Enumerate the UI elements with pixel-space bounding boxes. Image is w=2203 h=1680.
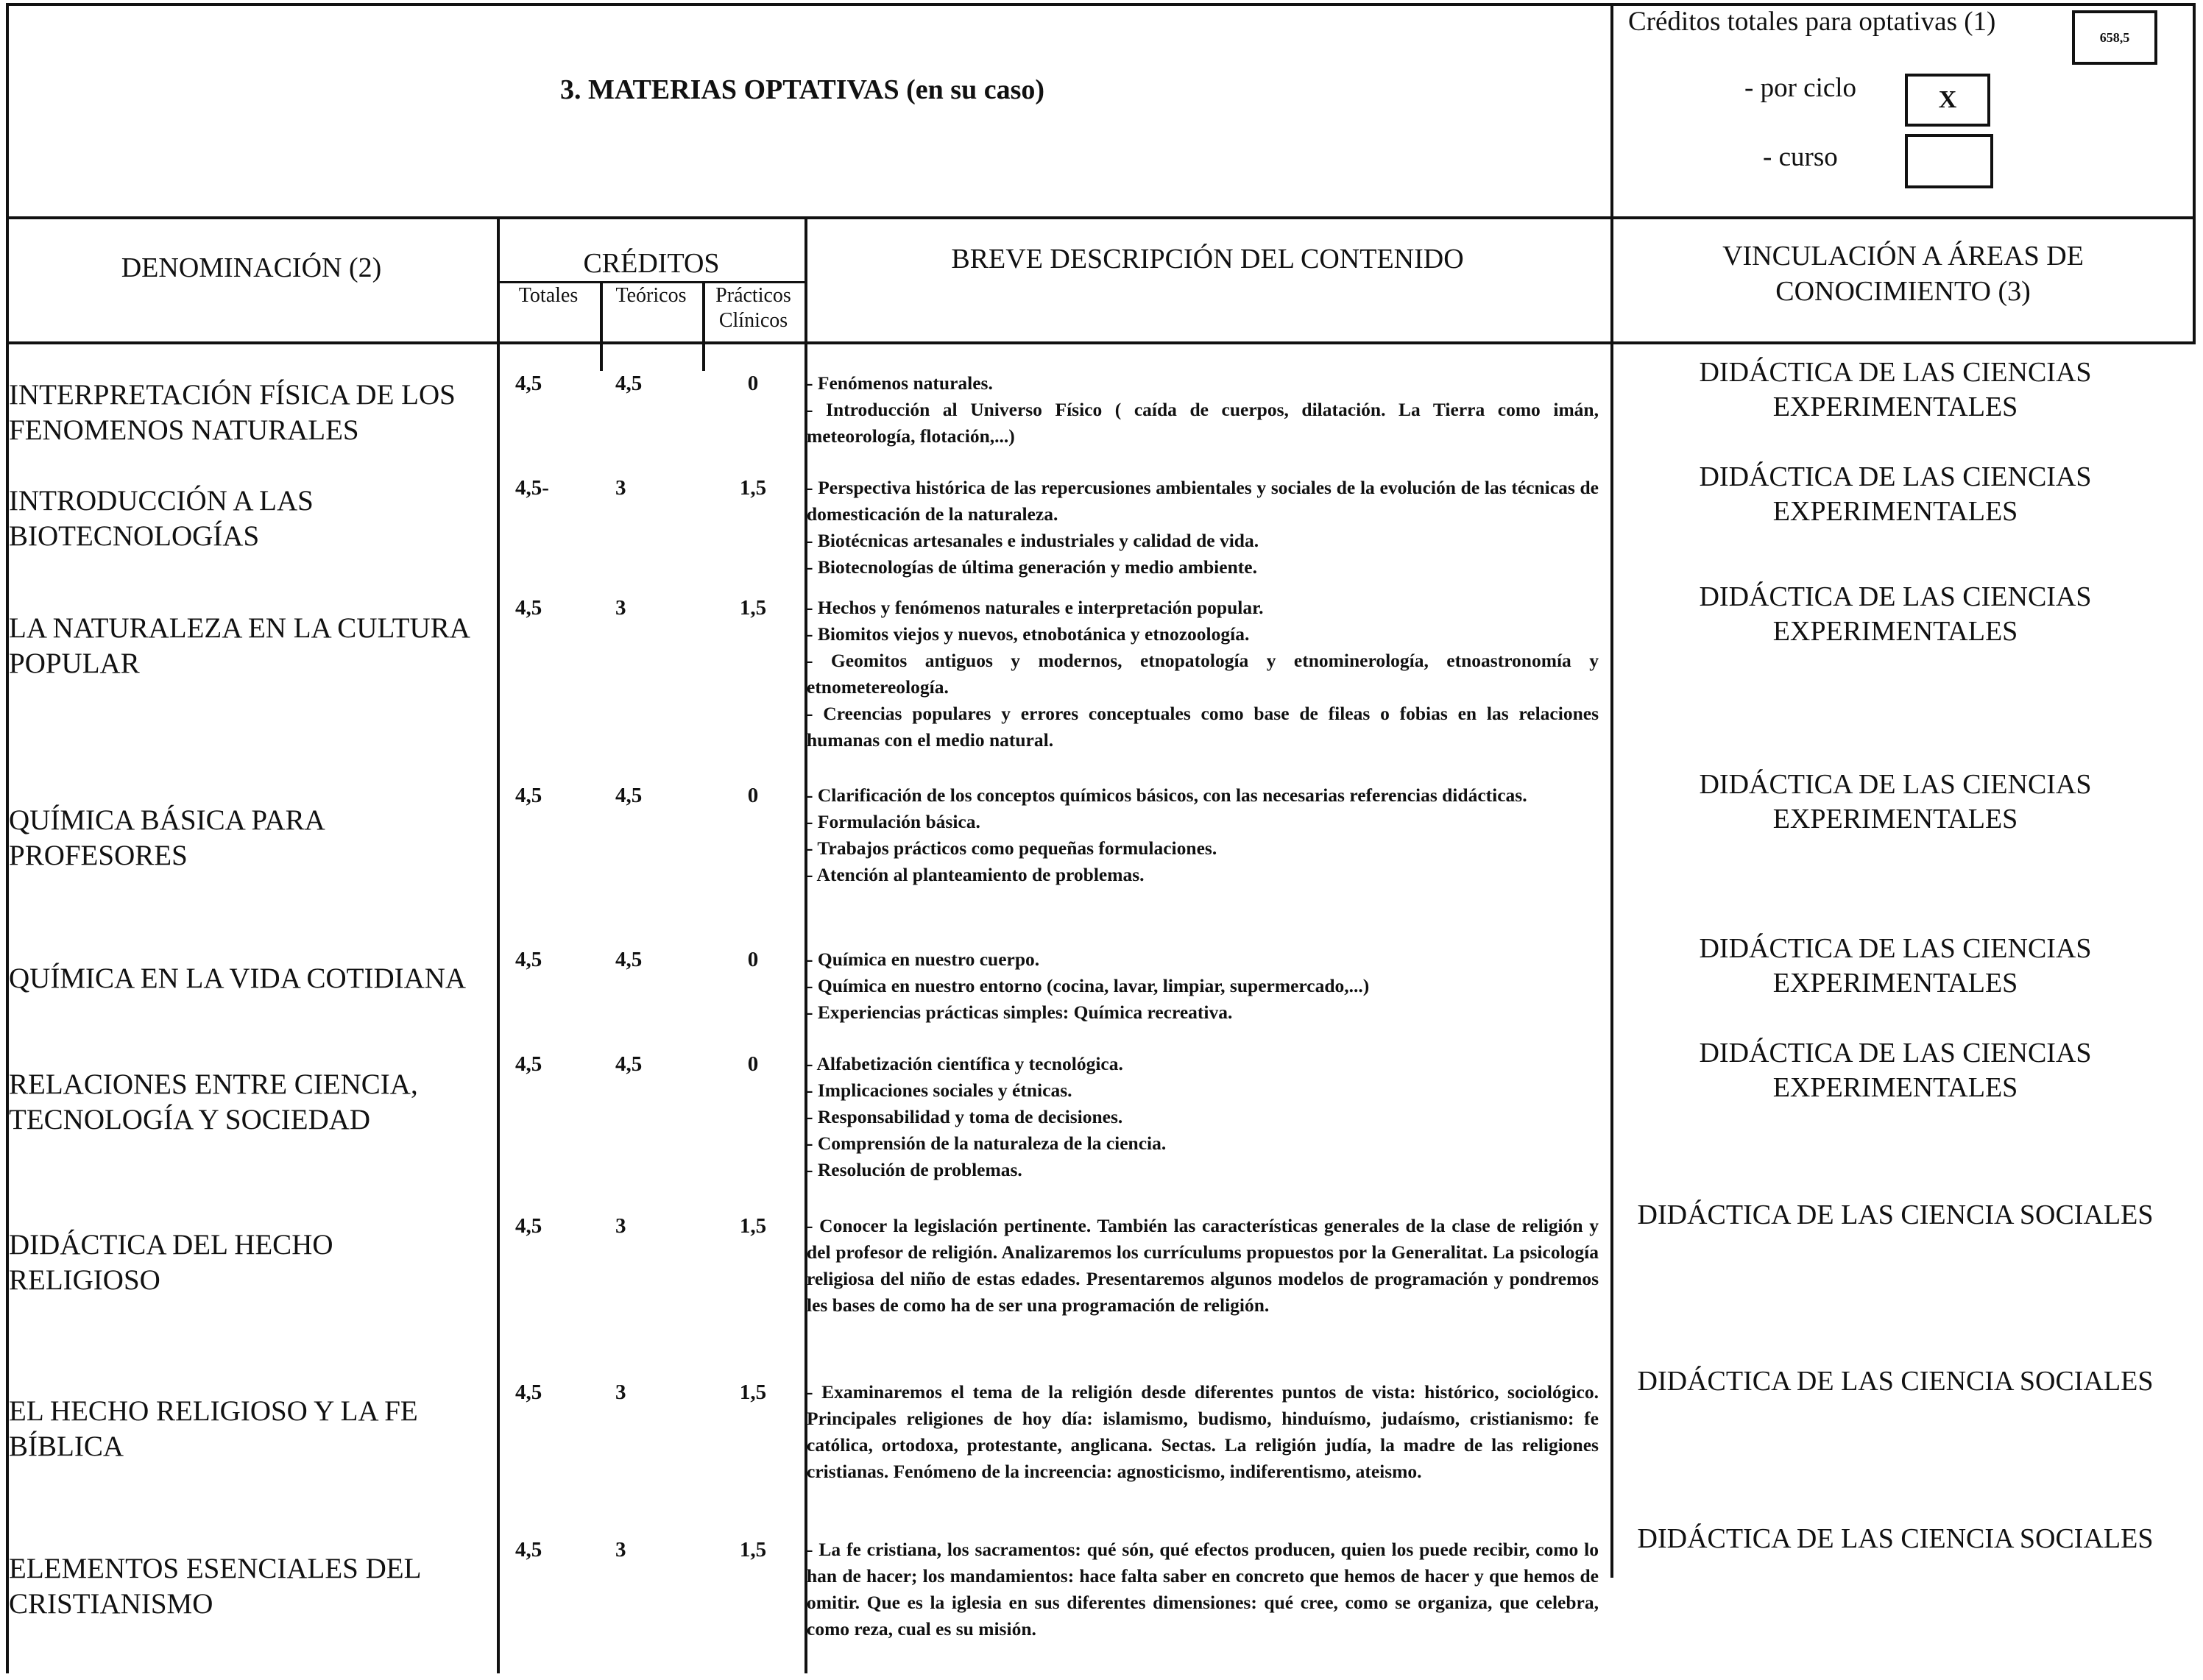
course-name-line: TECNOLOGÍA Y SOCIEDAD	[9, 1104, 371, 1135]
por-ciclo-value: X	[1938, 86, 1957, 113]
knowledge-area-line: EXPERIMENTALES	[1772, 1072, 2018, 1103]
curso-box	[1905, 134, 1993, 188]
credits-practicos: 1,5	[739, 1214, 767, 1238]
description-line: - Responsabilidad y toma de decisiones.	[807, 1106, 1123, 1127]
description-line: - Geomitos antiguos y modernos, etnopatología y etnominerología, etnoastronomía y etnometereología.	[807, 650, 1599, 698]
credits-totales: 4,5-	[515, 476, 549, 500]
col-creditos-header: CRÉDITOS	[583, 248, 720, 279]
course-name-line: POPULAR	[9, 648, 140, 679]
course-description	[807, 1051, 1599, 1183]
description-line: - Clarificación de los conceptos químicos básicos, con las necesarias referencias didácticas.	[807, 784, 1527, 806]
course-name	[9, 378, 487, 448]
course-name-line: BIOTECNOLOGÍAS	[9, 520, 260, 552]
credits-teoricos: 3	[615, 1380, 626, 1404]
credits-totales: 4,5	[515, 1538, 542, 1562]
credits-practicos: 0	[747, 1052, 759, 1076]
credits-totales: 4,5	[515, 596, 542, 620]
description-line: - Perspectiva histórica de las repercusiones ambientales y sociales de la evolución de las técnicas de domesticación de la naturaleza.	[807, 477, 1599, 525]
knowledge-area-line: EXPERIMENTALES	[1772, 391, 2018, 422]
section-title: 3. MATERIAS OPTATIVAS (en su caso)	[559, 74, 1045, 105]
knowledge-area	[1608, 1364, 2182, 1399]
col-vinculacion-header	[1610, 238, 2196, 309]
course-name	[9, 1394, 487, 1464]
knowledge-area	[1608, 932, 2182, 1001]
credits-totales: 4,5	[515, 948, 542, 971]
course-name-line: PROFESORES	[9, 840, 188, 871]
course-name-line: INTERPRETACIÓN FÍSICA DE LOS	[9, 379, 456, 411]
course-name-line: EL HECHO RELIGIOSO Y LA FE	[9, 1395, 418, 1427]
description-line: - Química en nuestro entorno (cocina, lavar, limpiar, supermercado,...)	[807, 975, 1370, 996]
knowledge-area	[1608, 1522, 2182, 1556]
knowledge-area	[1608, 580, 2182, 649]
description-line: - Resolución de problemas.	[807, 1159, 1022, 1180]
description-line: - Comprensión de la naturaleza de la ciencia.	[807, 1133, 1167, 1154]
credits-practicos: 1,5	[739, 476, 767, 500]
credits-practicos: 1,5	[739, 1380, 767, 1404]
knowledge-area	[1608, 460, 2182, 529]
description-line: - Introducción al Universo Físico ( caída de cuerpos, dilatación. La Tierra como imán, meteorología, flotación,...)	[807, 399, 1599, 447]
description-line: - Examinaremos el tema de la religión desde diferentes puntos de vista: histórico, sociológico. Principales religiones de hoy día: islamismo, budismo, hinduísmo, judaísmo, cristianismo: fe católica, ortodoxa, protestante, anglicana. Sectas. La religión judía, la madre de las religiones cristianas. Fenómeno de la increencia: agnosticismo, indiferentismo, ateismo.	[807, 1381, 1599, 1482]
course-description	[807, 946, 1599, 1026]
knowledge-area	[1608, 768, 2182, 837]
description-line: - La fe cristiana, los sacramentos: qué són, qué efectos producen, quien los puede recibir, como lo han de hacer; los mandamientos: hace falta saber en concreto que hemos de hacer y que hemos de omitir. Que es la iglesia en sus diferentes dimensiones: qué cree, como se organiza, que celebra, como reza, cual es su misión.	[807, 1539, 1599, 1640]
description-line: - Experiencias prácticas simples: Química recreativa.	[807, 1002, 1233, 1023]
credits-total-label: Créditos totales para optativas (1)	[1628, 7, 1996, 37]
course-name-line: QUÍMICA EN LA VIDA COTIDIANA	[9, 963, 467, 994]
course-description	[807, 370, 1599, 450]
credits-practicos: 1,5	[739, 596, 767, 620]
course-name-line: BÍBLICA	[9, 1431, 124, 1462]
credits-total-value: 658,5	[2099, 29, 2130, 45]
col-clinicos-label: Clínicos	[718, 309, 788, 332]
credits-teoricos: 4,5	[615, 372, 643, 395]
course-description	[807, 595, 1599, 754]
course-name-line: DIDÁCTICA DEL HECHO	[9, 1229, 333, 1261]
course-name	[9, 1067, 487, 1138]
knowledge-area-line: DIDÁCTICA DE LAS CIENCIA SOCIALES	[1637, 1199, 2154, 1230]
credits-totales: 4,5	[515, 1052, 542, 1076]
knowledge-area-line: DIDÁCTICA DE LAS CIENCIAS	[1699, 461, 2092, 492]
description-line: - Química en nuestro cuerpo.	[807, 949, 1040, 970]
col-practicos-label: Prácticos	[715, 284, 791, 307]
credits-practicos: 0	[747, 784, 759, 807]
credits-totales: 4,5	[515, 1214, 542, 1238]
description-line: - Fenómenos naturales.	[807, 372, 993, 394]
course-description	[807, 782, 1599, 888]
knowledge-area-line: DIDÁCTICA DE LAS CIENCIAS	[1699, 357, 2092, 388]
credits-totales: 4,5	[515, 784, 542, 807]
credits-teoricos: 4,5	[615, 948, 643, 971]
description-line: - Alfabetización científica y tecnológica.	[807, 1053, 1123, 1074]
credits-teoricos: 4,5	[615, 784, 643, 807]
col-practicos-header	[702, 283, 805, 333]
course-description	[807, 1213, 1599, 1319]
description-line: - Biomitos viejos y nuevos, etnobotánica y etnozoología.	[807, 623, 1250, 645]
course-name-line: RELACIONES ENTRE CIENCIA,	[9, 1068, 418, 1100]
course-name-line: RELIGIOSO	[9, 1264, 160, 1296]
knowledge-area-line: EXPERIMENTALES	[1772, 496, 2018, 527]
por-ciclo-label: - por ciclo	[1744, 73, 1857, 103]
header-bottom-border	[6, 216, 2196, 219]
knowledge-area-line: EXPERIMENTALES	[1772, 804, 2018, 834]
col-sep-denominacion	[497, 216, 500, 1673]
course-name-line: QUÍMICA BÁSICA PARA	[9, 804, 325, 836]
credits-totales: 4,5	[515, 1380, 542, 1404]
credits-practicos: 1,5	[739, 1538, 767, 1562]
course-name	[9, 961, 487, 996]
credits-teoricos: 4,5	[615, 1052, 643, 1076]
course-name	[9, 803, 487, 873]
credits-totales: 4,5	[515, 372, 542, 395]
description-line: - Biotecnologías de última generación y medio ambiente.	[807, 556, 1257, 578]
course-name	[9, 611, 487, 681]
course-description	[807, 475, 1599, 581]
description-line: - Hechos y fenómenos naturales e interpretación popular.	[807, 597, 1264, 618]
credits-teoricos: 3	[615, 476, 626, 500]
description-line: - Biotécnicas artesanales e industriales y calidad de vida.	[807, 530, 1259, 551]
knowledge-area-line: DIDÁCTICA DE LAS CIENCIA SOCIALES	[1637, 1366, 2154, 1397]
knowledge-area-line: DIDÁCTICA DE LAS CIENCIAS	[1699, 769, 2092, 800]
credits-teoricos: 3	[615, 596, 626, 620]
course-name-line: ELEMENTOS ESENCIALES DEL	[9, 1553, 422, 1584]
col-vinculacion-line-1: VINCULACIÓN A ÁREAS DE	[1722, 241, 2084, 272]
por-ciclo-box	[1905, 74, 1990, 127]
knowledge-area	[1608, 1198, 2182, 1233]
course-name-line: CRISTIANISMO	[9, 1588, 213, 1620]
credits-teoricos: 3	[615, 1214, 626, 1238]
credits-practicos: 0	[747, 372, 759, 395]
col-teoricos-header: Teóricos	[615, 284, 687, 307]
course-name-line: FENOMENOS NATURALES	[9, 414, 359, 446]
knowledge-area	[1608, 355, 2182, 425]
credits-teoricos: 3	[615, 1538, 626, 1562]
column-header-bottom-border	[6, 341, 2196, 344]
credits-total-box	[2072, 10, 2157, 65]
course-description	[807, 1379, 1599, 1485]
knowledge-area	[1608, 1036, 2182, 1105]
course-name-line: LA NATURALEZA EN LA CULTURA	[9, 612, 470, 644]
description-line: - Formulación básica.	[807, 811, 980, 832]
description-line: - Trabajos prácticos como pequeñas formulaciones.	[807, 837, 1217, 859]
description-line: - Conocer la legislación pertinente. También las características generales de la clase de religión y del profesor de religión. Analizaremos los currículums propuestos por la Generalitat. La psicología religiosa del niño de estas edades. Presentaremos algunos modelos de programación y pondremos les bases de como ha de ser una programación de religión.	[807, 1215, 1599, 1316]
knowledge-area-line: DIDÁCTICA DE LAS CIENCIAS	[1699, 933, 2092, 964]
knowledge-area-line: DIDÁCTICA DE LAS CIENCIAS	[1699, 581, 2092, 612]
col-vinculacion-line-2: CONOCIMIENTO (3)	[1775, 276, 2031, 307]
description-line: - Implicaciones sociales y étnicas.	[807, 1080, 1072, 1101]
curso-label: - curso	[1763, 142, 1838, 172]
knowledge-area-line: DIDÁCTICA DE LAS CIENCIA SOCIALES	[1637, 1523, 2154, 1554]
course-name-line: INTRODUCCIÓN A LAS	[9, 485, 314, 517]
course-name	[9, 1227, 487, 1298]
knowledge-area-line: EXPERIMENTALES	[1772, 616, 2018, 647]
description-line: - Atención al planteamiento de problemas.	[807, 864, 1145, 885]
credits-practicos: 0	[747, 948, 759, 971]
col-descripcion-header: BREVE DESCRIPCIÓN DEL CONTENIDO	[951, 244, 1464, 274]
col-denominacion-header: DENOMINACIÓN (2)	[121, 252, 382, 283]
knowledge-area-line: DIDÁCTICA DE LAS CIENCIAS	[1699, 1038, 2092, 1068]
course-name	[9, 483, 487, 554]
course-name	[9, 1551, 487, 1622]
course-description	[807, 1537, 1599, 1642]
description-line: - Creencias populares y errores conceptuales como base de fileas o fobias en las relaciones humanas con el medio natural.	[807, 703, 1599, 751]
col-totales-header: Totales	[518, 284, 579, 307]
knowledge-area-line: EXPERIMENTALES	[1772, 968, 2018, 999]
